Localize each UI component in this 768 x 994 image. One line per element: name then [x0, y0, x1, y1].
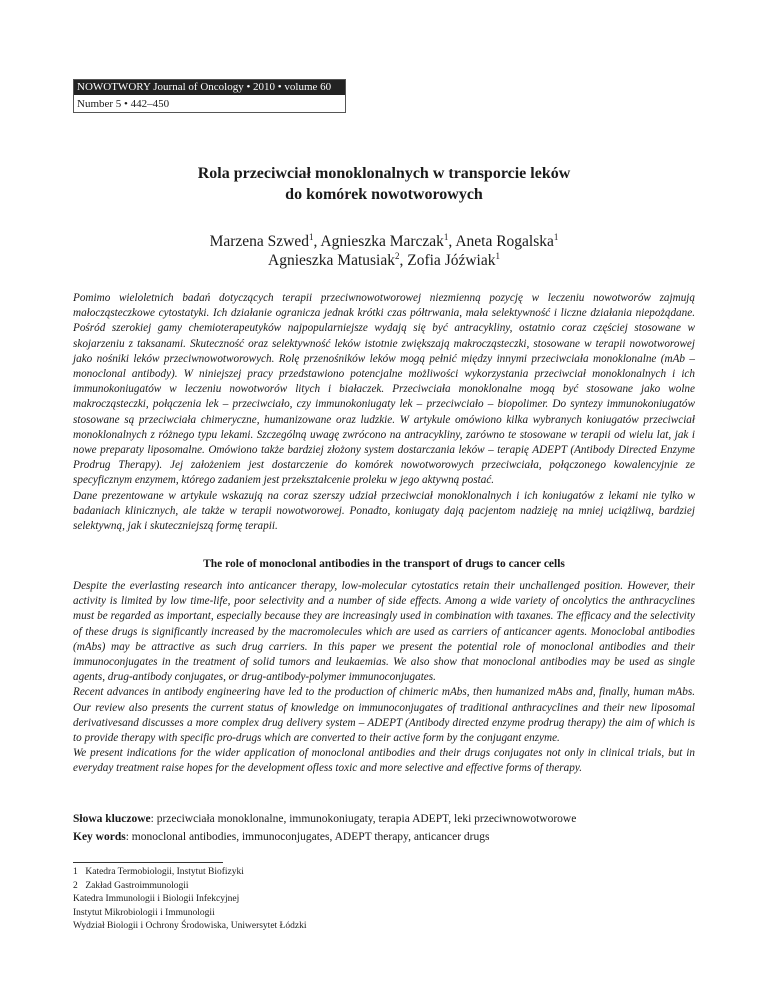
keywords-polish	[73, 810, 695, 828]
article-title	[73, 163, 695, 205]
abstract-polish	[73, 291, 695, 534]
footnote-number: 1	[73, 867, 78, 877]
affiliation-marker: 1	[553, 232, 559, 242]
journal-title: NOWOTWORY Journal of Oncology • 2010 • volume 60	[74, 80, 345, 95]
abstract-pl-paragraph-2: Dane prezentowane w artykule wskazują na coraz szerszy udział przeciwciał monoklonalnych i ich koniugatów z lekami nie tylko w badaniach klinicznych, ale także w terapii nowotworowej. Ponadto, koniugaty dają pacjentom nadzieję na mniej uciążliwą, bardziej selektywną, jak i skuteczniejszą formę terapii.	[73, 489, 695, 533]
author-name: Aneta Rogalska	[455, 233, 554, 250]
author-line-2: Agnieszka Matusiak$^2$, Zofia Jóźwiak$^1$	[268, 251, 500, 269]
author-name: Zofia Jóźwiak	[407, 252, 496, 269]
keywords-en-text: : monoclonal antibodies, immunoconjugates, ADEPT therapy, anticancer drugs	[125, 831, 490, 843]
keywords-pl-text: : przeciwciała monoklonalne, immunokoniugaty, terapia ADEPT, leki przeciwnowotworowe	[150, 813, 577, 825]
abstract-en-paragraph-2: Recent advances in antibody engineering have led to the production of chimeric mAbs, then humanized mAbs and, finally, human mAbs. Our review also presents the current status of knowledge on immunoconjugates of traditional anthracyclines and their new liposomal derivativesand discusses a more complex drug delivery system – ADEPT (Antibody directed enzyme prodrug therapy) the aim of which is to provide therapy with specific pro-drugs which are converted to their active form by the conjugant enzyme.	[73, 686, 695, 745]
journal-issue: Number 5 • 442–450	[77, 98, 170, 110]
footnote-line-3: Katedra Immunologii i Biologii Infekcyjnej	[73, 894, 240, 904]
author-name: Agnieszka Marczak	[320, 233, 444, 250]
footnote-divider	[73, 862, 223, 863]
affiliations-footnotes	[73, 866, 473, 934]
author-line-1: Marzena Szwed$^1$, Agnieszka Marczak$^1$, Aneta Rogalska$^1$	[209, 232, 559, 250]
author-name: Agnieszka Matusiak	[268, 252, 395, 269]
affiliation-marker: 1	[495, 251, 500, 261]
abstract-pl-paragraph-1: Pomimo wieloletnich badań dotyczących terapii przeciwnowotworowej niezmienną pozycję w leczeniu nowotworów zajmują małocząsteczkowe cytostatyki. Ich działanie ogranicza jednak krótki czas półtrwania, mała selektywność i liczne działania niepożądane. Pośród szerokiej gamy chemioterapeutyków najpopularniejsze wydają się być antracykliny, ostatnio coraz częściej stosowane w skojarzeniu z taksanami. Skuteczność oraz selektywność leków istotnie zwiększają makrocząsteczki, stosowane w terapii nowotworowej jako nośniki leków przeciwnowotworowych. Rolę przenośników leków mogą pełnić między innymi przeciwciała monoklonalne (mAb – monoclonal antibody). W niniejszej pracy przedstawiono potencjalne możliwości wykorzystania przeciwciał monoklonalnych i ich immunokoniugatów w leczeniu nowotworów litych i białaczek. Przeciwciała monoklonalne mogą być stosowane jako wolne makrocząsteczki, połączenia lek – przeciwciało, czy immunokoniugaty lek – przeciwciało – biopolimer. Do syntezy immunokoniugatów stosowane są przeciwciała chimeryczne, humanizowane oraz ludzkie. W artykule omówiono kilka wybranych koniugatów przeciwciał monoklonalnych z różnego typu lekami. Szczególną uwagę zwrócono na antracykliny, zarówno te stosowane w terapii od wielu lat, jak i nowe preparaty liposomalne. Omówiono także bardziej złożony system dostarczania leków – terapię ADEPT (Antibody Directed Enzyme Prodrug Therapy). Jej założeniem jest dostarczenie do komórek nowotworowych przeciwciała, połączonego kowalencyjnie ze specyficznym enzymem, którego zadaniem jest przekształcenie proleku w jego aktywną postać.	[73, 292, 695, 487]
footnote-text: Zakład Gastroimmunologii	[85, 880, 189, 891]
footnote-line-5: Wydział Biologii i Ochrony Środowiska, Uniwersytet Łódzki	[73, 921, 307, 931]
footnote-line-4: Instytut Mikrobiologii i Immunologii	[73, 907, 215, 918]
footnote-text: Katedra Termobiologii, Instytut Biofizyki	[85, 867, 244, 877]
affiliation-marker: 1	[309, 232, 314, 242]
abstract-en-paragraph-1: Despite the everlasting research into anticancer therapy, low-molecular cytostatics retain their unchallenged position. However, their activity is limited by low time-life, poor selectivity and a number of side effects. Among a wide variety of oncolytics the anthracyclines must be regarded as important, especially because they are increasingly used in combination with taxanes. The efficacy and the selectivity of these drugs is significantly increased by the macromolecules which are used as carriers of anticancer agents. Monoclobal antibodies (mAbs) may be attractive as such drug carriers. In this paper we present the potential role of monoclonal antibodies and their immunoconjugates in the treatment of solid tumors and leukaemias. We also show that monoclonal antibodies may be used as single agents, drug-antibody conjugates, or drug-antibody-polymer immunoconjugates.	[73, 580, 695, 684]
footnote-1	[73, 866, 473, 880]
affiliation-marker: 1	[443, 232, 449, 242]
journal-header	[73, 79, 346, 113]
footnote-number: 2	[73, 880, 78, 891]
footnote-2	[73, 880, 473, 894]
abstract-en-paragraph-3: We present indications for the wider application of monoclonal antibodies and their drugs conjugates not only in clinical trials, but in everyday treatment raise hopes for the development ofless toxic and more selective and effective forms of therapy.	[73, 747, 695, 775]
keywords-en-label: Key words	[73, 831, 126, 843]
article-title-line2: do komórek nowotworowych	[285, 186, 483, 203]
article-title-line1: Rola przeciwciał monoklonalnych w transporcie leków	[197, 165, 571, 182]
abstract-english-heading: The role of monoclonal antibodies in the transport of drugs to cancer cells	[203, 558, 565, 570]
author-list	[73, 232, 695, 270]
keywords-english	[73, 828, 695, 846]
keywords-pl-label: Słowa kluczowe	[73, 813, 151, 825]
author-name: Marzena Szwed	[209, 233, 309, 250]
keywords-section	[73, 810, 695, 846]
abstract-english	[73, 579, 695, 777]
affiliation-marker: 2	[395, 251, 400, 261]
